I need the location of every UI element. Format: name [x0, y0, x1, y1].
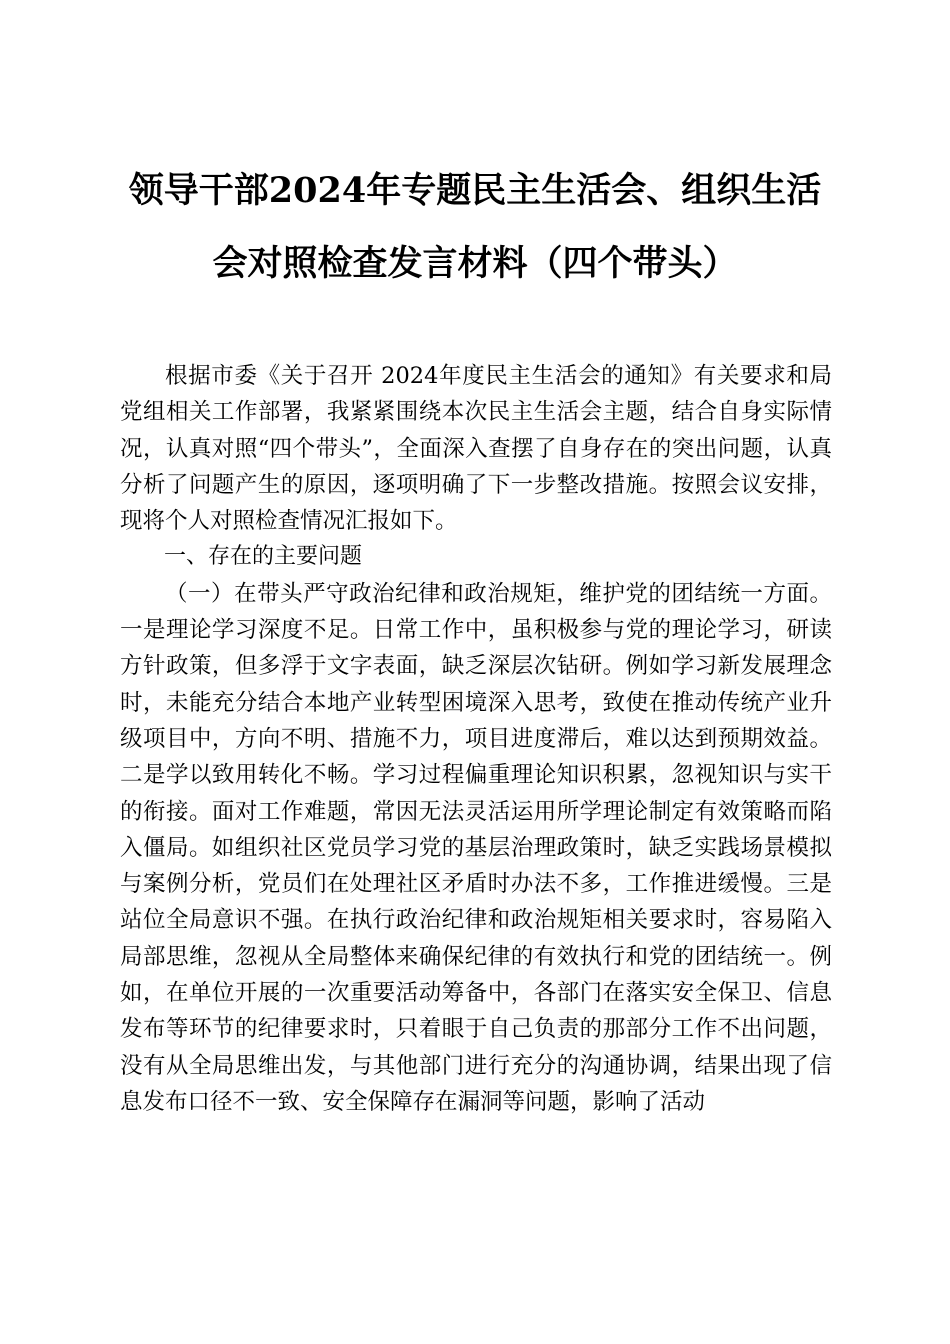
document-title-line-2: 会对照检查发言材料（四个带头） — [212, 243, 738, 284]
intro-paragraph: 根据市委《关于召开 2024年度民主生活会的通知》有关要求和局党组相关工作部署，我紧紧围绕本次民主生活会主题，结合自身实际情况，认真对照“四个带头”，全面深入查摆了自身存在的突出问题，认真分析了问题产生的原因，逐项明确了下一步整改措施。按照会议安排，现将个人对照检查情况汇报如下。 — [120, 363, 832, 535]
body-paragraph: （一）在带头严守政治纪律和政治规矩，维护党的团结统一方面。一是理论学习深度不足。日常工作中，虽积极参与党的理论学习，研读方针政策，但多浮于文字表面，缺乏深层次钻研。例如学习新发展理念时，未能充分结合本地产业转型困境深入思考，致使在推动传统产业升级项目中，方向不明、措施不力，项目进度滞后，难以达到预期效益。二是学以致用转化不畅。学习过程偏重理论知识积累，忽视知识与实干的衔接。面对工作难题，常因无法灵活运用所学理论制定有效策略而陷入僵局。如组织社区党员学习党的基层治理政策时，缺乏实践场景模拟与案例分析，党员们在处理社区矛盾时办法不多，工作推进缓慢。三是站位全局意识不强。在执行政治纪律和政治规矩相关要求时，容易陷入局部思维，忽视从全局整体来确保纪律的有效执行和党的团结统一。例如，在单位开展的一次重要活动筹备中，各部门在落实安全保卫、信息发布等环节的纪律要求时，只着眼于自己负责的那部分工作不出问题，没有从全局思维出发，与其他部门进行充分的沟通协调，结果出现了信息发布口径不一致、安全保障存在漏洞等问题，影响了活动 — [120, 580, 832, 1115]
section-heading: 一、存在的主要问题 — [164, 544, 363, 570]
document-body — [120, 358, 832, 1120]
document-title-line-1: 领导干部2024年专题民主生活会、组织生活 — [128, 170, 822, 211]
